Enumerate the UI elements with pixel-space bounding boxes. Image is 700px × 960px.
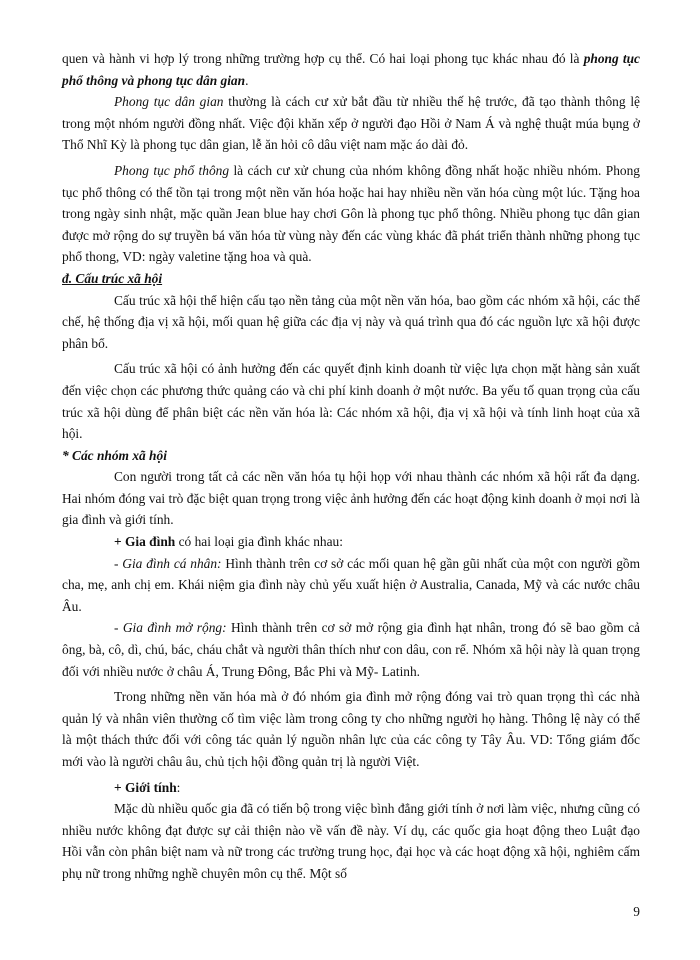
paragraph-extended-family: - Gia đình mở rộng: Hình thành trên cơ sở mở rộng gia đình hạt nhân, trong đó sẽ bao gồm cả ông, bà, cô, dì, chú, bác, cháu chắt và người thân thích như con dâu, con rể. Nhóm xã hội này là quan trọng đối với nhiều nước ở châu Á, Trung Đông, Bắc Phi và Mỹ- Latinh.	[62, 620, 640, 679]
paragraph-social-structure-definition: Cấu trúc xã hội thể hiện cấu tạo nền tảng của một nền văn hóa, bao gồm các nhóm xã hội, các thể chế, hệ thống địa vị xã hội, mối quan hệ giữa các địa vị này và quá trình qua đó các nguồn lực xã hội được phân bổ.	[62, 292, 640, 351]
family-heading: + Gia đình có hai loại gia đình khác nhau:	[114, 534, 343, 550]
paragraph-nuclear-family: - Gia đình cá nhân: Hình thành trên cơ sở các mối quan hệ gần gũi nhất của một con người gồm cha, mẹ, anh chị em. Khái niệm gia đình này chủ yếu xuất hiện ở Australia, Canada, Mỹ và các nước châu Âu.	[62, 555, 640, 614]
paragraph-social-structure-business: Cấu trúc xã hội có ảnh hưởng đến các quyết định kinh doanh từ việc lựa chọn mặt hàng sản xuất đến việc chọn các phương thức quảng cáo và chi phí kinh doanh ở một nước. Ba yếu tố quan trọng của cấu trúc xã hội dùng để phân biệt các nền văn hóa là: Các nhóm xã hội, địa vị xã hội và tính linh hoạt của xã hội.	[62, 361, 640, 442]
nuclear-family-term: - Gia đình cá nhân:	[114, 555, 222, 571]
document-page	[62, 48, 640, 885]
page-number: 9	[633, 904, 640, 919]
folk-customs-term: Phong tục dân gian	[114, 94, 224, 110]
paragraph-popular-customs: Phong tục phổ thông là cách cư xử chung của nhóm không đồng nhất hoặc nhiều nhóm. Phong tục phổ thông có thể tồn tại trong một nền văn hóa hoặc hai hay nhiều nền văn hóa cùng một lúc. Tặng hoa trong ngày sinh nhật, mặc quần Jean blue hay chơi Gôn là phong tục phổ thông. Nhiều phong tục dân gian được mở rộng do sự truyền bá văn hóa từ vùng này đến các vùng khác đã phát triển thành những phong tục phổ thong, VD: ngày valetine tặng hoa và quà.	[62, 162, 641, 265]
subheading-social-groups: * Các nhóm xã hội	[62, 447, 167, 463]
paragraph-customs-intro: quen và hành vi hợp lý trong những trường hợp cụ thể. Có hai loại phong tục khác nhau đó là phong tục phổ thông và phong tục dân gian.	[62, 51, 640, 88]
section-heading-social-structure: đ. Cấu trúc xã hội	[62, 270, 163, 286]
paragraph-gender: Mặc dù nhiều quốc gia đã có tiến bộ trong việc bình đẳng giới tính ở nơi làm việc, nhưng cũng có nhiều nước không đạt được sự cải thiện nào về vấn đề này. Ví dụ, các quốc gia hoạt động theo Luật đạo Hồi vẫn còn phân biệt nam và nữ trong các trường trung học, đại học và các hoạt động xã hội, nghiêm cấm phụ nữ trong những nghề chuyên môn cụ thể. Một số	[62, 801, 640, 881]
paragraph-social-groups: Con người trong tất cả các nền văn hóa tụ hội họp với nhau thành các nhóm xã hội rất đa dạng. Hai nhóm đóng vai trò đặc biệt quan trọng trong việc ảnh hưởng đến các hoạt động kinh doanh ở mọi nơi là gia đình và giới tính.	[62, 469, 640, 528]
paragraph-extended-family-business: Trong những nền văn hóa mà ở đó nhóm gia đình mở rộng đóng vai trò quan trọng thì các nhà quản lý và nhân viên thường cố tìm việc làm trong công ty cho những người họ hàng. Thông lệ này có thể là một thách thức đối với công tác quản lý nguồn nhân lực của các công ty Tây Âu. VD: Tổng giám đốc mới vào là người châu âu, chủ tịch hội đồng quản trị là người Việt.	[62, 689, 640, 769]
extended-family-term: - Gia đình mở rộng:	[114, 620, 227, 636]
gender-heading: + Giới tính:	[114, 779, 181, 795]
popular-customs-term: Phong tục phổ thông	[114, 162, 230, 178]
customs-types-emphasis: phong tục phổ thông và phong tục dân gian	[62, 51, 640, 88]
paragraph-folk-customs: Phong tục dân gian thường là cách cư xử bắt đầu từ nhiều thế hệ trước, đã tạo thành thông lệ trong một nhóm người đồng nhất. Việc đội khăn xếp ở người đạo Hồi ở Nam Á và nghệ thuật múa bụng ở Thổ Nhĩ Kỳ là phong tục dân gian, lễ ăn hỏi cô dâu việt nam mặc áo dài đỏ.	[62, 94, 640, 153]
